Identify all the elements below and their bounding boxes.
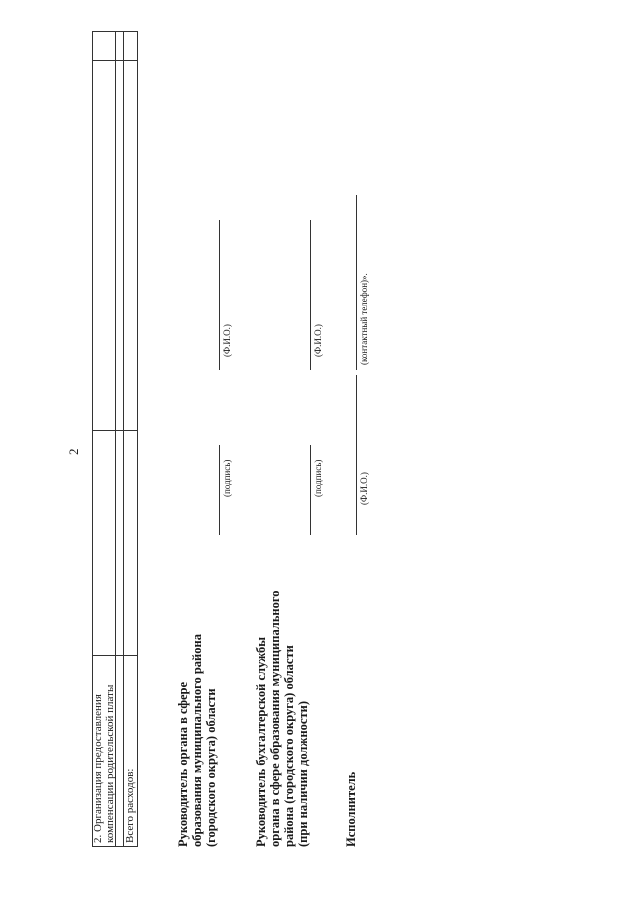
head-signature-hint: (подпись) [222,459,232,497]
table-column-divider [93,430,137,431]
table-column-divider [93,655,137,656]
head-name-line [219,220,220,370]
head-name-hint: (Ф.И.О.) [222,324,232,357]
row-label-line: компенсации родительской платы [104,684,116,843]
accounting-name-line [310,220,311,370]
accounting-signature-line [310,445,311,535]
executor-phone-hint: (контактный телефон)». [359,273,369,365]
page-number: 2 [66,448,81,455]
accounting-name-hint: (Ф.И.О.) [313,324,323,357]
row-label-line: 2. Организация предоставления [92,694,104,843]
executor-phone-line [356,195,357,370]
table-column-divider [93,60,137,61]
table-row [124,769,136,843]
accounting-signature-hint: (подпись) [313,459,323,497]
table-row [92,685,116,843]
row-label-line: Всего расходов: [124,768,136,843]
executor-name-line [356,375,357,535]
head-title: Руководитель органа в сфере образования муниципального района (городского округа) области [176,634,218,847]
accounting-title: Руководитель бухгалтерской службы органа в сфере образования муниципального района (городского округа) области (при наличии должности) [254,590,310,847]
table-row-divider [123,32,124,846]
executor-name-hint: (Ф.И.О.) [359,472,369,505]
executor-title: Исполнитель [344,771,358,847]
head-signature-line [219,445,220,535]
expense-table [92,31,138,847]
